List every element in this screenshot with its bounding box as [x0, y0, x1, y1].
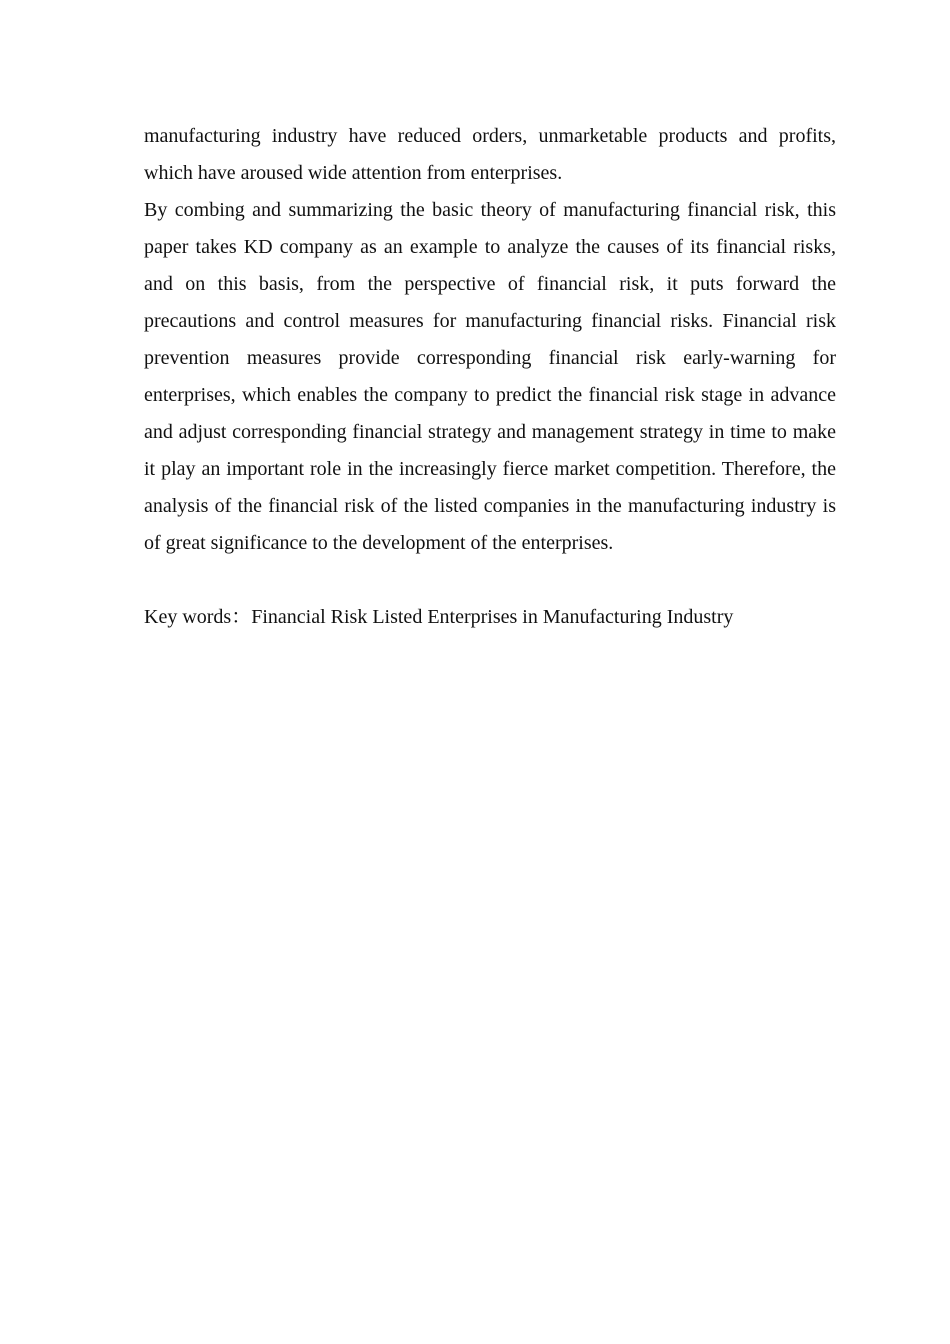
abstract-body	[144, 118, 836, 636]
abstract-paragraph-1: manufacturing industry have reduced orders, unmarketable products and profits, which have aroused wide attention from enterprises.	[144, 125, 836, 184]
keywords-label: Key words：	[144, 606, 252, 628]
keywords-text: Financial Risk Listed Enterprises in Manufacturing Industry	[251, 606, 734, 628]
abstract-paragraph-2: By combing and summarizing the basic theory of manufacturing financial risk, this paper takes KD company as an example to analyze the causes of its financial risks, and on this basis, from the perspective of financial risk, it puts forward the precautions and control measures for manufacturing financial risks. Financial risk prevention measures provide corresponding financial risk early-warning for enterprises, which enables the company to predict the financial risk stage in advance and adjust corresponding financial strategy and management strategy in time to make it play an important role in the increasingly fierce market competition. Therefore, the analysis of the financial risk of the listed companies in the manufacturing industry is of great significance to the development of the enterprises.	[144, 199, 836, 554]
keywords-line	[144, 599, 836, 636]
